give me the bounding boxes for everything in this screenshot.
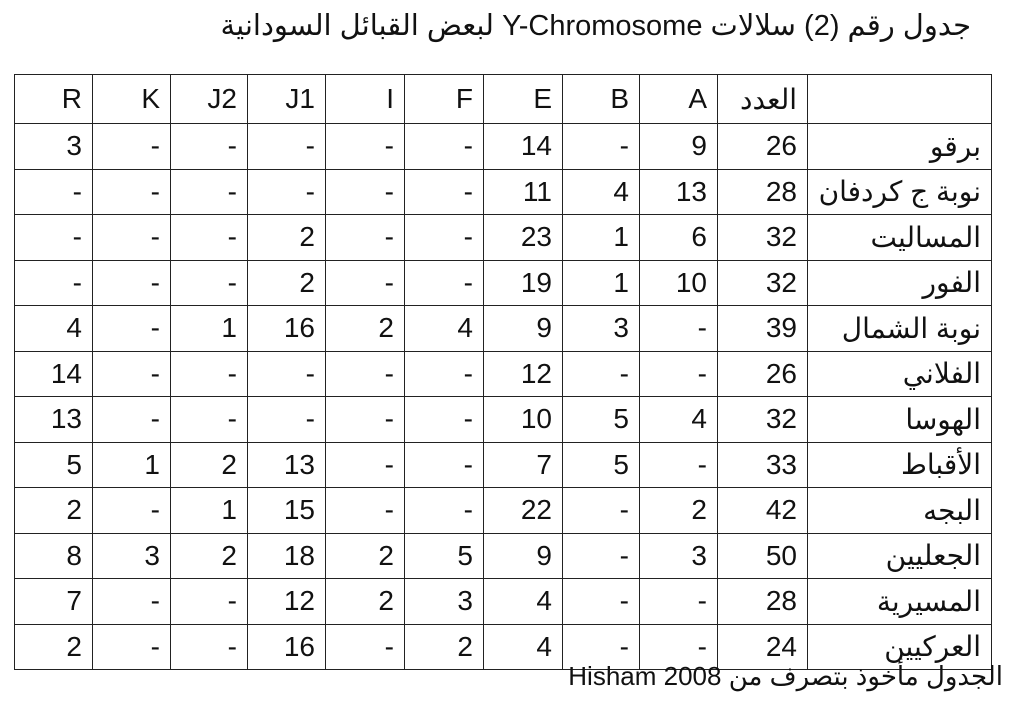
table-cell: 1 xyxy=(171,488,248,534)
table-cell: 2 xyxy=(15,624,93,670)
table-cell: - xyxy=(248,397,326,443)
table-cell: 13 xyxy=(248,442,326,488)
table-cell: - xyxy=(640,351,718,397)
table-cell: - xyxy=(405,260,484,306)
count-cell: 26 xyxy=(718,124,808,170)
table-cell: 9 xyxy=(484,533,563,579)
column-header: J1 xyxy=(248,75,326,124)
table-cell: 7 xyxy=(15,579,93,625)
table-cell: - xyxy=(326,442,405,488)
table-cell: - xyxy=(93,124,171,170)
table-cell: - xyxy=(93,215,171,261)
table-cell: 3 xyxy=(563,306,640,352)
table-cell: 1 xyxy=(93,442,171,488)
table-row xyxy=(15,260,992,306)
table-cell: - xyxy=(93,260,171,306)
table-cell: 19 xyxy=(484,260,563,306)
table-cell: 23 xyxy=(484,215,563,261)
table-row xyxy=(15,215,992,261)
tribe-name-cell: العركيين xyxy=(808,624,992,670)
table-cell: 9 xyxy=(640,124,718,170)
table-cell: - xyxy=(248,351,326,397)
table-cell: - xyxy=(93,488,171,534)
haplogroup-table xyxy=(14,74,992,670)
table-cell: - xyxy=(563,351,640,397)
tribe-name-cell: الفور xyxy=(808,260,992,306)
count-column-header: العدد xyxy=(718,75,808,124)
table-cell: 5 xyxy=(563,442,640,488)
table-cell: 3 xyxy=(640,533,718,579)
table-cell: - xyxy=(563,624,640,670)
tribe-name-cell: نوبة ج كردفان xyxy=(808,169,992,215)
table-cell: 8 xyxy=(15,533,93,579)
table-row xyxy=(15,306,992,352)
count-cell: 32 xyxy=(718,260,808,306)
table-row xyxy=(15,442,992,488)
table-cell: - xyxy=(405,124,484,170)
table-row xyxy=(15,488,992,534)
tribe-name-cell: البجه xyxy=(808,488,992,534)
table-cell: 4 xyxy=(15,306,93,352)
tribe-name-cell: المساليت xyxy=(808,215,992,261)
table-cell: 3 xyxy=(93,533,171,579)
table-cell: - xyxy=(640,442,718,488)
table-row xyxy=(15,351,992,397)
table-cell: 5 xyxy=(15,442,93,488)
footnote-text: الجدول مأخوذ بتصرف من xyxy=(728,661,1003,691)
column-header: R xyxy=(15,75,93,124)
table-cell: - xyxy=(171,260,248,306)
table-cell: - xyxy=(563,579,640,625)
table-cell: - xyxy=(640,306,718,352)
table-cell: 1 xyxy=(563,260,640,306)
table-cell: - xyxy=(171,351,248,397)
table-cell: - xyxy=(326,124,405,170)
count-cell: 42 xyxy=(718,488,808,534)
table-cell: - xyxy=(326,488,405,534)
count-cell: 33 xyxy=(718,442,808,488)
haplogroup-table-container xyxy=(14,74,991,670)
table-cell: 5 xyxy=(563,397,640,443)
table-footnote xyxy=(568,660,1003,692)
table-cell: - xyxy=(563,124,640,170)
table-cell: - xyxy=(326,624,405,670)
table-cell: - xyxy=(405,442,484,488)
count-cell: 32 xyxy=(718,215,808,261)
table-cell: - xyxy=(563,488,640,534)
column-header: I xyxy=(326,75,405,124)
count-cell: 32 xyxy=(718,397,808,443)
table-cell: 4 xyxy=(405,306,484,352)
table-cell: - xyxy=(171,624,248,670)
table-cell: - xyxy=(248,124,326,170)
column-header: K xyxy=(93,75,171,124)
table-cell: 2 xyxy=(640,488,718,534)
table-cell: - xyxy=(326,260,405,306)
table-row xyxy=(15,124,992,170)
table-cell: - xyxy=(563,533,640,579)
table-cell: - xyxy=(171,169,248,215)
tribe-name-cell: الهوسا xyxy=(808,397,992,443)
table-cell: 2 xyxy=(248,260,326,306)
count-cell: 26 xyxy=(718,351,808,397)
table-cell: 2 xyxy=(171,533,248,579)
table-cell: - xyxy=(171,397,248,443)
table-cell: 22 xyxy=(484,488,563,534)
tribe-name-cell: نوبة الشمال xyxy=(808,306,992,352)
column-header: F xyxy=(405,75,484,124)
table-cell: 11 xyxy=(484,169,563,215)
table-cell: 6 xyxy=(640,215,718,261)
table-cell: - xyxy=(405,169,484,215)
table-cell: - xyxy=(93,351,171,397)
count-cell: 28 xyxy=(718,169,808,215)
table-cell: - xyxy=(171,579,248,625)
count-cell: 24 xyxy=(718,624,808,670)
table-cell: - xyxy=(405,397,484,443)
table-cell: - xyxy=(326,397,405,443)
table-cell: - xyxy=(326,215,405,261)
count-cell: 50 xyxy=(718,533,808,579)
table-cell: 10 xyxy=(640,260,718,306)
footnote-source: Hisham 2008 xyxy=(568,661,722,691)
tribe-name-cell: برقو xyxy=(808,124,992,170)
tribe-name-cell: الأقباط xyxy=(808,442,992,488)
table-cell: - xyxy=(248,169,326,215)
table-cell: - xyxy=(405,351,484,397)
table-cell: - xyxy=(15,215,93,261)
table-cell: 2 xyxy=(15,488,93,534)
column-header: A xyxy=(640,75,718,124)
count-cell: 28 xyxy=(718,579,808,625)
table-cell: 2 xyxy=(171,442,248,488)
table-cell: - xyxy=(640,624,718,670)
table-cell: 5 xyxy=(405,533,484,579)
table-cell: 4 xyxy=(484,579,563,625)
table-cell: 7 xyxy=(484,442,563,488)
table-cell: - xyxy=(93,169,171,215)
table-cell: - xyxy=(15,169,93,215)
table-cell: - xyxy=(93,624,171,670)
table-cell: - xyxy=(15,260,93,306)
table-cell: 13 xyxy=(15,397,93,443)
tribe-name-cell: الفلاني xyxy=(808,351,992,397)
table-cell: 13 xyxy=(640,169,718,215)
table-cell: 4 xyxy=(484,624,563,670)
table-cell: - xyxy=(405,488,484,534)
table-cell: 4 xyxy=(563,169,640,215)
table-cell: 2 xyxy=(405,624,484,670)
tribe-name-cell: المسيرية xyxy=(808,579,992,625)
table-cell: 2 xyxy=(326,579,405,625)
table-row xyxy=(15,579,992,625)
table-cell: 1 xyxy=(171,306,248,352)
count-cell: 39 xyxy=(718,306,808,352)
table-cell: - xyxy=(640,579,718,625)
table-cell: 10 xyxy=(484,397,563,443)
tribe-column-header xyxy=(808,75,992,124)
table-cell: 16 xyxy=(248,306,326,352)
table-row xyxy=(15,169,992,215)
table-header-row xyxy=(15,75,992,124)
table-cell: 14 xyxy=(484,124,563,170)
tribe-name-cell: الجعليين xyxy=(808,533,992,579)
table-cell: 16 xyxy=(248,624,326,670)
table-cell: 14 xyxy=(15,351,93,397)
table-cell: 15 xyxy=(248,488,326,534)
table-cell: - xyxy=(326,351,405,397)
table-cell: 9 xyxy=(484,306,563,352)
column-header: E xyxy=(484,75,563,124)
table-cell: 12 xyxy=(484,351,563,397)
table-row xyxy=(15,533,992,579)
table-row xyxy=(15,397,992,443)
column-header: B xyxy=(563,75,640,124)
table-cell: - xyxy=(405,215,484,261)
column-header: J2 xyxy=(171,75,248,124)
table-cell: - xyxy=(326,169,405,215)
table-cell: - xyxy=(171,215,248,261)
table-cell: - xyxy=(93,397,171,443)
table-cell: - xyxy=(171,124,248,170)
table-cell: 2 xyxy=(326,306,405,352)
table-cell: 3 xyxy=(405,579,484,625)
table-cell: 2 xyxy=(326,533,405,579)
table-title: جدول رقم (2) سلالات Y-Chromosome لبعض القبائل السودانية xyxy=(220,10,971,42)
table-cell: 2 xyxy=(248,215,326,261)
table-cell: - xyxy=(93,579,171,625)
table-cell: - xyxy=(93,306,171,352)
table-cell: 18 xyxy=(248,533,326,579)
table-cell: 4 xyxy=(640,397,718,443)
table-cell: 3 xyxy=(15,124,93,170)
table-cell: 12 xyxy=(248,579,326,625)
table-cell: 1 xyxy=(563,215,640,261)
